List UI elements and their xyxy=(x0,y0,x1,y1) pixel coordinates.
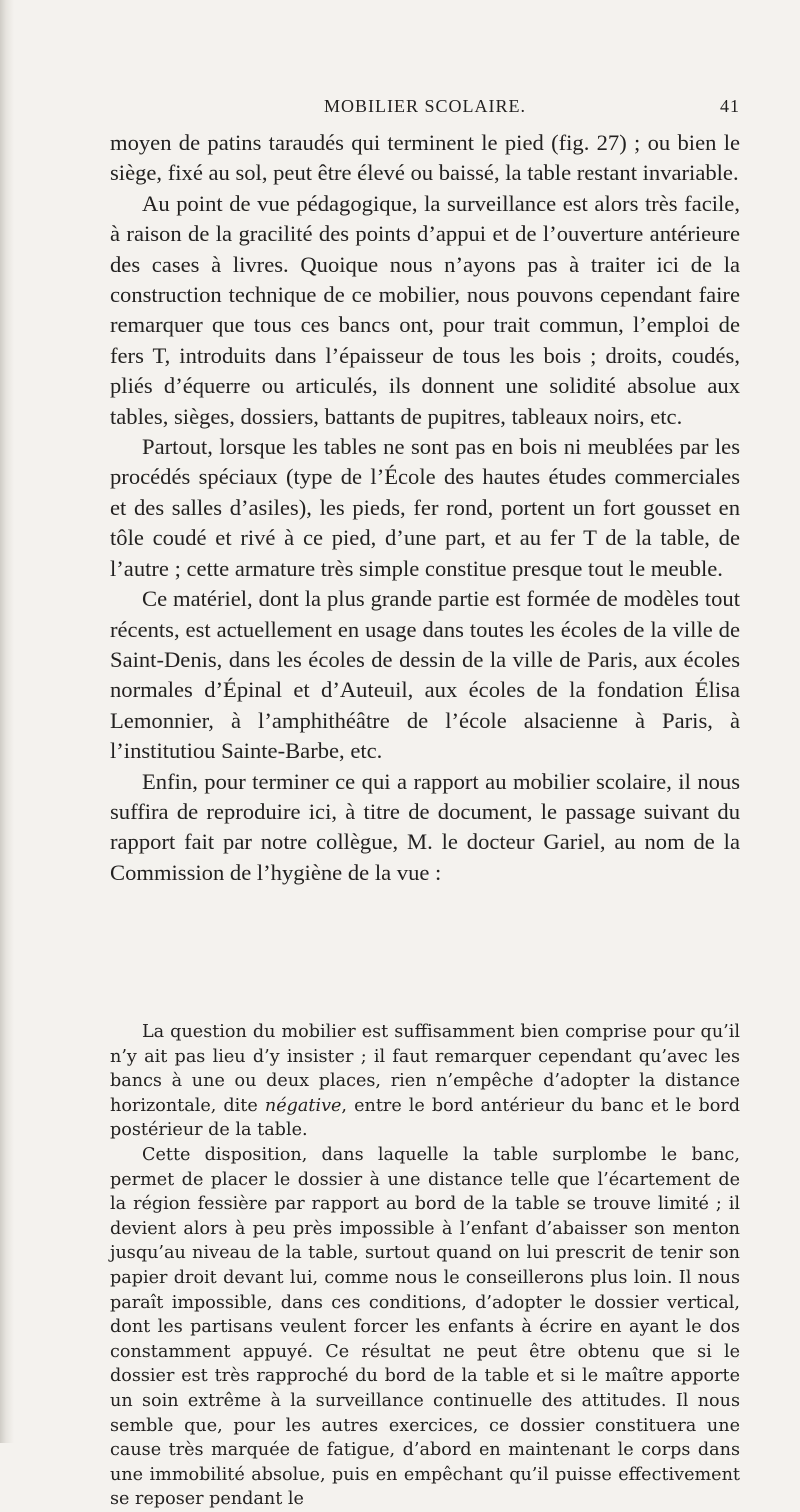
running-title: MOBILIER SCOLAIRE. xyxy=(324,96,526,116)
quote-text: Cette disposition, dans laquelle la table surplombe le banc, permet de placer le dossier à une distance telle que l’écartement de la région fessière par rapport au bord de la table se trouve limité ; il devient alors à peu près impossible à l’enfant d’abaisser son menton jusqu’au niveau de la table, surtout quand on lui prescrit de tenir son papier droit devant lui, comme nous le conseillerons plus loin. Il nous paraît impossible, dans ces conditions, d’adopter le dossier vertical, dont les partisans veulent forcer les enfants à écrire en ayant le dos constamment appuyé. Ce résultat ne peut être obtenu que si le dossier est très rapproché du bord de la table et si le maître apporte un soin extrême à la surveillance continuelle des attitudes. Il nous semble que, pour les autres exercices, ce dossier constituera une cause très marquée de fatigue, d’abord en maintenant le corps dans une immobilité absolue, puis en empêchant qu’il puisse effectivement se reposer pendant le xyxy=(110,1144,740,1510)
page-number: 41 xyxy=(720,96,740,116)
running-header xyxy=(110,96,740,124)
quote-paragraph xyxy=(110,1143,740,1512)
quote-paragraph xyxy=(110,1020,740,1143)
paragraph: Au point de vue pédagogique, la surveillance est alors très facile, à raison de la gracilité des points d’appui et de l’ouverture antérieure des cases à livres. Quoique nous n’ayons pas à traiter ici de la construction technique de ce mobilier, nous pouvons cependant faire remarquer que tous ces bancs ont, pour trait commun, l’emploi de fers T, introduits dans l’épaisseur de tous les bois ; droits, coudés, pliés d’équerre ou articulés, ils donnent une solidité absolue aux tables, sièges, dossiers, battants de pupitres, tableaux noirs, etc. xyxy=(110,190,740,429)
paragraph: Partout, lorsque les tables ne sont pas en bois ni meublées par les procédés spéciaux (type de l’École des hautes études commerciales et des salles d’asiles), les pieds, fer rond, portent un fort gousset en tôle coudé et rivé à ce pied, d’une part, et au fer T de la table, de l’autre ; cette armature très simple constitue presque tout le meuble. xyxy=(110,434,740,581)
paragraph: Enfin, pour terminer ce qui a rapport au mobilier scolaire, il nous suffira de reproduire ici, à titre de document, le passage suivant du rapport fait par notre collègue, M. le docteur Gariel, au nom de la Commission de l’hygiène de la vue : xyxy=(110,768,740,885)
paragraph: moyen de patins taraudés qui terminent le pied (fig. 27) ; ou bien le siège, fixé au sol, peut être élevé ou baissé, la table restant invariable. xyxy=(110,130,740,186)
page-spine-shadow xyxy=(0,0,14,1443)
quote-text: , entre le bord antérieur du banc et le bord postérieur de la table. xyxy=(110,1095,740,1141)
emphasized-term: négative xyxy=(264,1095,342,1116)
quoted-report xyxy=(110,1020,740,1512)
quote-text: La question du mobilier est suffisamment bien comprise pour qu’il n’y ait pas lieu d’y insister ; il faut remarquer cependant qu’avec les bancs à une ou deux places, rien n’empêche d’adopter la distance horizontale, dite xyxy=(110,1022,740,1116)
main-text xyxy=(110,128,740,888)
paragraph: Ce matériel, dont la plus grande partie est formée de modèles tout récents, est actuellement en usage dans toutes les écoles de la ville de Saint-Denis, dans les écoles de dessin de la ville de Paris, aux écoles normales d’Épinal et d’Auteuil, aux écoles de la fondation Élisa Lemonnier, à l’amphithéâtre de l’école alsacienne à Paris, à l’institutiou Sainte-Barbe, etc. xyxy=(110,586,740,764)
